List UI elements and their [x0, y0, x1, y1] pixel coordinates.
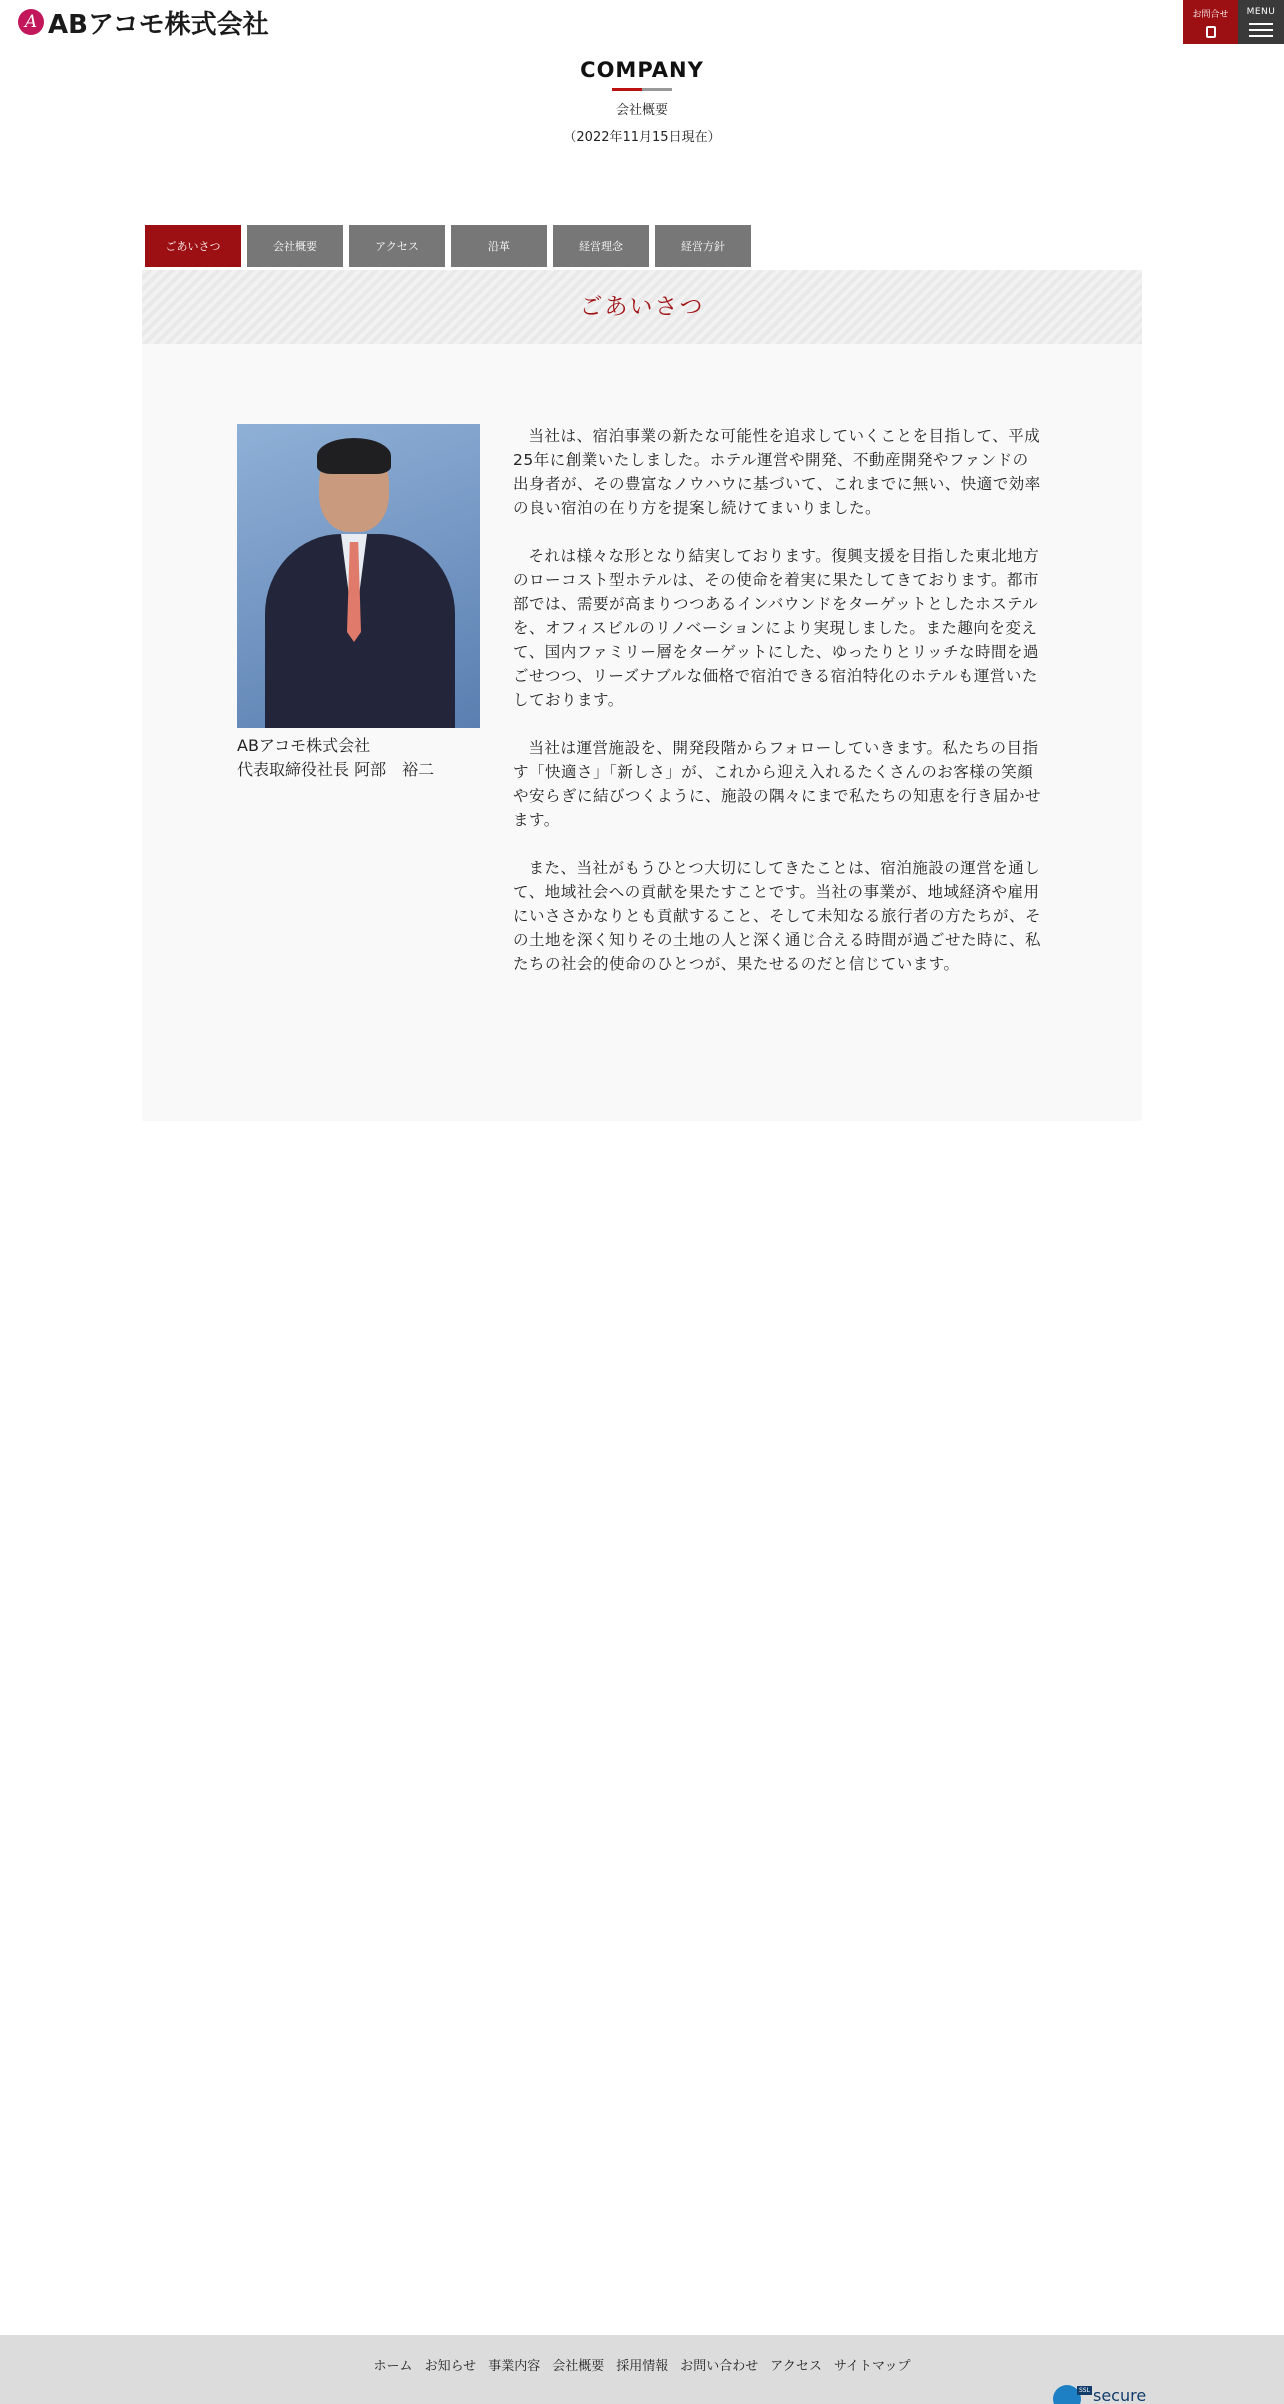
site-logo[interactable]: [18, 6, 269, 38]
site-header: [0, 0, 1284, 44]
caption-company: ABアコモ株式会社: [237, 736, 371, 755]
ssl-seal-icon: [1053, 2385, 1090, 2404]
footer-link-access[interactable]: アクセス: [770, 2359, 822, 2374]
footer-link-news[interactable]: お知らせ: [424, 2359, 477, 2374]
hamburger-icon: [1249, 23, 1273, 37]
page-subtitle: 会社概要: [615, 103, 668, 118]
tab-greeting[interactable]: ごあいさつ: [144, 224, 242, 268]
site-footer: [0, 2335, 1284, 2404]
greeting-panel: [142, 270, 1142, 1121]
ssl-label: SSL: [1079, 2387, 1090, 2394]
tab-company-profile[interactable]: 会社概要: [246, 224, 344, 268]
greeting-panel-header: [142, 270, 1142, 344]
greeting-message: [513, 424, 1043, 1000]
greeting-heading: ごあいさつ: [579, 294, 705, 320]
title-underline: [612, 88, 672, 91]
tab-philosophy[interactable]: 経営理念: [552, 224, 650, 268]
footer-link-recruit[interactable]: 採用情報: [616, 2359, 669, 2374]
phone-icon: [1206, 26, 1216, 38]
tab-policy[interactable]: 経営方針: [654, 224, 752, 268]
footer-link-sitemap[interactable]: サイトマップ: [833, 2359, 911, 2374]
contact-button-label: お問合せ: [1192, 10, 1229, 20]
footer-link-business[interactable]: 事業内容: [488, 2359, 541, 2374]
logo-text: ABアコモ株式会社: [48, 9, 269, 40]
contact-button[interactable]: [1183, 0, 1238, 44]
footer-link-contact[interactable]: お問い合わせ: [680, 2359, 759, 2374]
greeting-paragraph: それは様々な形となり結実しております。復興支援を目指した東北地方のローコスト型ホテルは、その使命を着実に果たしてきております。都市部では、需要が高まりつつあるインバウンドをターゲットとしたホステルを、オフィスビルのリノベーションにより実現しました。また趣向を変えて、国内ファミリー層をターゲットにした、ゆったりとリッチな時間を過ごせつつ、リーズナブルな価格で宿泊できる宿泊特化のホテルも運営いたしております。: [513, 547, 1040, 709]
footer-nav: [0, 2335, 1284, 2374]
secure-label: secure: [1093, 2385, 1147, 2404]
photo-caption: [237, 734, 434, 782]
page-title: COMPANY: [580, 58, 704, 82]
ssl-secure-badge[interactable]: [1053, 2385, 1146, 2404]
menu-button[interactable]: [1238, 0, 1284, 44]
menu-button-label: MENU: [1246, 7, 1276, 17]
page-title-block: [0, 58, 1284, 145]
greeting-paragraph: 当社は運営施設を、開発段階からフォローしていきます。私たちの目指す「快適さ」「新しさ」が、これから迎え入れるたくさんのお客様の笑顔や安らぎに結びつくように、施設の隅々にまで私たちの知恵を行き届かせます。: [513, 739, 1042, 829]
as-of-date: （2022年11月15日現在）: [563, 130, 721, 145]
logo-mark-icon: A: [18, 9, 44, 35]
president-photo: [237, 424, 480, 728]
section-tabs: [144, 224, 756, 268]
tab-history[interactable]: 沿革: [450, 224, 548, 268]
greeting-paragraph: また、当社がもうひとつ大切にしてきたことは、宿泊施設の運営を通して、地域社会への貢献を果たすことです。当社の事業が、地域経済や雇用にいささかなりとも貢献すること、そして未知なる旅行者の方たちが、その土地を深く知りその土地の人と深く通じ合える時間が過ごせた時に、私たちの社会的使命のひとつが、果たせるのだと信じています。: [513, 859, 1042, 973]
footer-link-home[interactable]: ホーム: [373, 2359, 413, 2374]
tab-access[interactable]: アクセス: [348, 224, 446, 268]
footer-link-company[interactable]: 会社概要: [552, 2359, 605, 2374]
caption-person: 代表取締役社長 阿部 裕二: [237, 760, 435, 779]
greeting-paragraph: 当社は、宿泊事業の新たな可能性を追求していくことを目指して、平成25年に創業いたしました。ホテル運営や開発、不動産開発やファンドの出身者が、その豊富なノウハウに基づいて、これまでに無い、快適で効率の良い宿泊の在り方を提案し続けてまいりました。: [513, 427, 1041, 517]
